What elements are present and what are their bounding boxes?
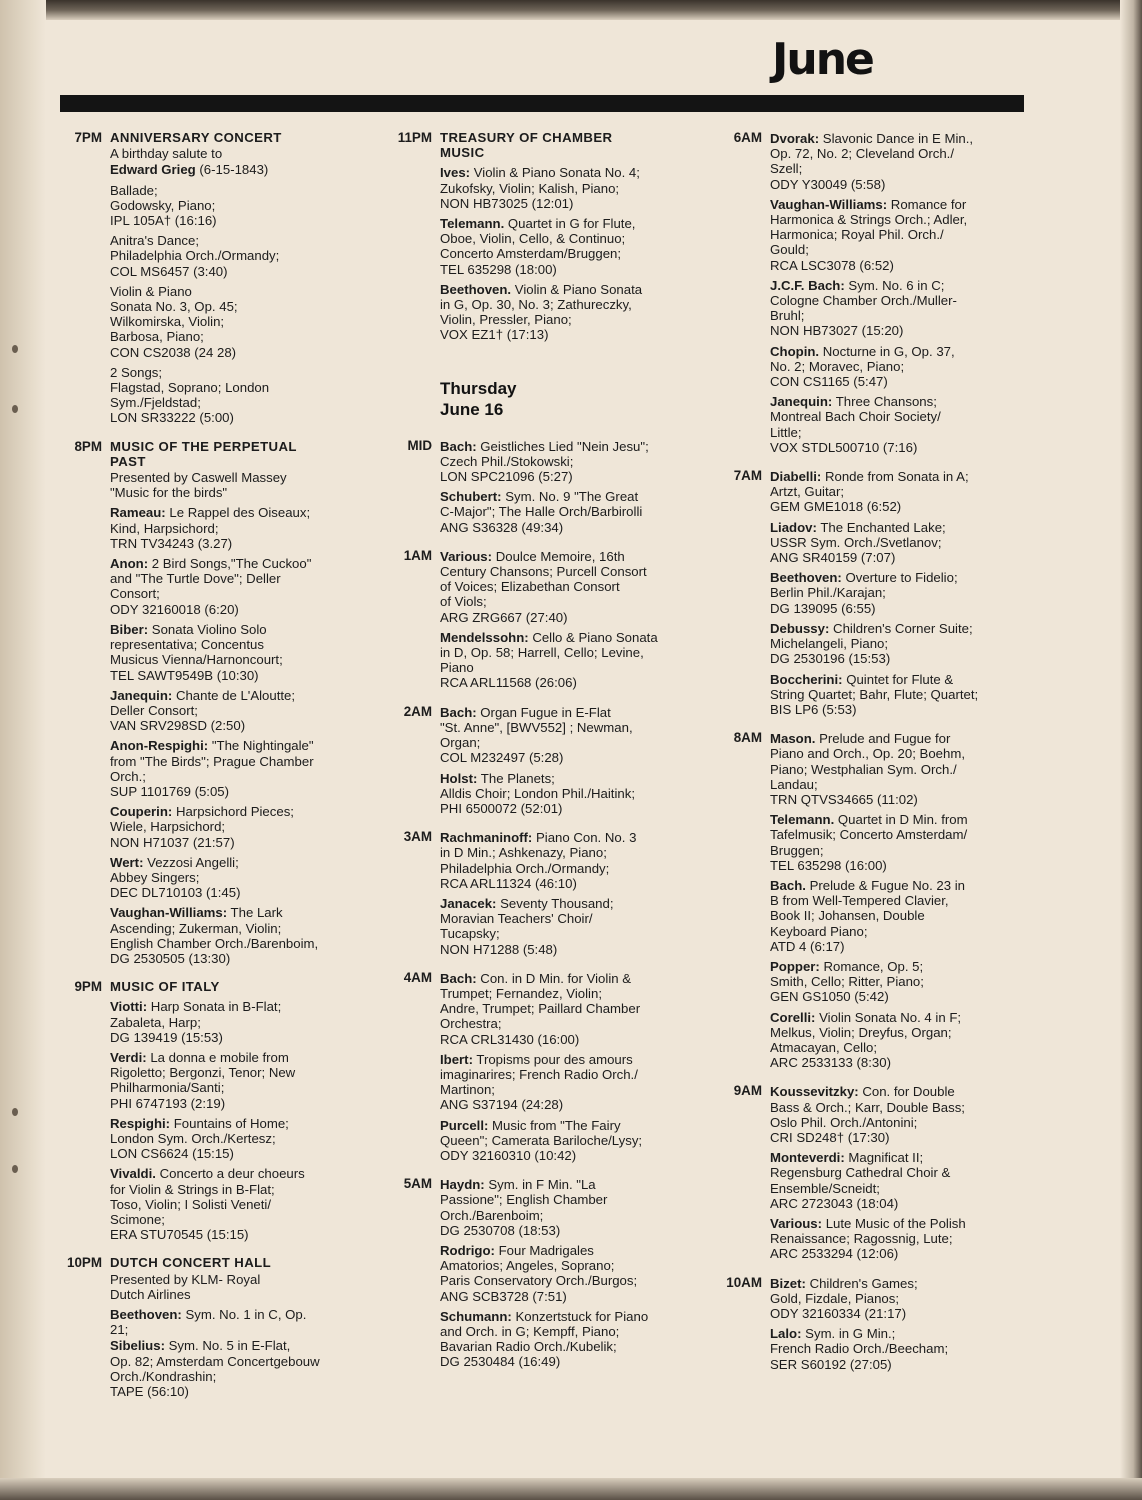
slot-body — [770, 464, 1020, 718]
composer-name: Bach: — [440, 970, 477, 986]
composer-name: Liadov: — [770, 519, 817, 535]
program-entry — [770, 672, 1020, 718]
entry-details: Violin & Piano Sonata in G, Op. 30, No. 3; Zathureczky, Violin, Pressler, Piano; VOX EZ1† (17:13) — [440, 281, 643, 343]
time-slot — [390, 825, 690, 958]
staple-mark — [12, 405, 18, 413]
listing-column-3 — [720, 126, 1020, 1381]
time-slot — [60, 1251, 360, 1400]
program-entry — [110, 999, 360, 1045]
composer-name: Rameau: — [110, 505, 166, 521]
entry-details: Violin Sonata No. 4 in F; Melkus, Violin; Dreyfus, Organ; Atmacayan, Cello; ARC 2533133 (8:30) — [770, 1009, 962, 1071]
program-entry — [770, 469, 1020, 515]
time-slot — [720, 1079, 1020, 1262]
composer-name: Ives: — [440, 165, 471, 181]
program-entry — [110, 146, 360, 161]
composer-name: Beethoven. — [440, 281, 512, 297]
program-entry — [440, 830, 690, 891]
program-entry — [440, 549, 690, 625]
staple-mark — [12, 1108, 18, 1116]
composer-name: Anon: — [110, 556, 149, 572]
program-entry — [440, 771, 690, 817]
entry-details: Lute Music of the Polish Renaissance; Ragossnig, Lute; ARC 2533294 (12:06) — [770, 1216, 966, 1262]
entry-details: The Lark Ascending; Zukerman, Violin; English Chamber Orch./Barenboim, DG 2530505 (13:30) — [110, 905, 319, 966]
entry-details: Quartet in D Min. from Tafelmusik; Concerto Amsterdam/ Bruggen; TEL 635298 (16:00) — [770, 812, 968, 873]
composer-name: Various: — [440, 548, 493, 564]
staple-mark — [12, 345, 18, 353]
program-entry — [440, 705, 690, 766]
entry-details: Sym. No. 6 in C; Cologne Chamber Orch./Muller- Bruhl; NON HB73027 (15:20) — [770, 277, 957, 339]
program-title: MUSIC OF ITALY — [110, 979, 220, 995]
entry-details: Sym. No. 1 in C, Op. 21; — [110, 1307, 307, 1338]
staple-mark — [12, 1165, 18, 1173]
entry-details: A birthday salute to — [110, 146, 223, 162]
entry-details: Sym. No. 5 in E-Flat, Op. 82; Amsterdam Concertgebouw Orch./Kondrashin; TAPE (56:10) — [110, 1338, 320, 1400]
composer-name: Viotti: — [110, 999, 148, 1015]
entry-details: Sonata Violino Solo representativa; Concentus Musicus Vienna/Harnoncourt; TEL SAWT9549B (10:30) — [110, 621, 283, 683]
slot-body — [770, 1079, 1020, 1262]
program-entry — [770, 959, 1020, 1005]
month-heading: June — [772, 34, 873, 85]
program-entry — [770, 570, 1020, 616]
program-entry — [770, 1216, 1020, 1262]
entry-details: (6-15-1843) — [195, 162, 269, 178]
binding-gutter — [0, 0, 46, 1500]
entry-details: Organ Fugue in E-Flat "St. Anne", [BWV552] ; Newman, Organ; COL M232497 (5:28) — [440, 704, 633, 766]
composer-name: Debussy: — [770, 620, 830, 636]
composer-name: Vaughan-Williams: — [110, 905, 228, 921]
slot-time: 9PM — [74, 979, 102, 995]
slot-body — [440, 126, 690, 344]
composer-name: Janacek: — [440, 895, 497, 911]
composer-name: Vivaldi. — [110, 1166, 156, 1182]
composer-name: Anon-Respighi: — [110, 738, 209, 754]
entry-details: Children's Games; Gold, Fizdale, Pianos; ODY 32160334 (21:17) — [770, 1275, 918, 1322]
header-rule — [60, 95, 1024, 112]
entry-details: Presented by Caswell Massey "Music for the birds" — [110, 470, 287, 501]
composer-name: Telemann. — [440, 216, 505, 232]
composer-name: Biber: — [110, 621, 149, 637]
page-top-edge — [0, 0, 1142, 20]
composer-name: Popper: — [770, 958, 820, 974]
entry-details: Ronde from Sonata in A; Artzt, Guitar; GEM GME1018 (6:52) — [770, 469, 969, 515]
entry-details: Quartet in G for Flute, Oboe, Violin, Cello, & Continuo; Concerto Amsterdam/Bruggen; TEL 635298 (18:00) — [440, 216, 636, 277]
entry-details: Seventy Thousand; Moravian Teachers' Choir/ Tucapsky; NON H71288 (5:48) — [440, 895, 614, 957]
composer-name: Bach: — [440, 438, 477, 454]
entry-details: Three Chansons; Montreal Bach Choir Society/ Little; VOX STDL500710 (7:16) — [770, 394, 941, 455]
composer-name: Diabelli: — [770, 469, 822, 485]
program-entry — [440, 1118, 690, 1164]
slot-body — [110, 435, 360, 968]
entry-details: Le Rappel des Oiseaux; Kind, Harpsichord; TRN TV34243 (3.27) — [110, 505, 311, 551]
entry-details: Con. in D Min. for Violin & Trumpet; Fernandez, Violin; Andre, Trumpet; Paillard Chamber Orchestra; RCA CRL31430 (16:00) — [440, 970, 641, 1047]
slot-time: 9AM — [733, 1083, 762, 1099]
composer-name: Beethoven: — [110, 1307, 182, 1323]
slot-time: 10PM — [67, 1255, 102, 1271]
program-entry — [770, 1010, 1020, 1071]
composer-name: Bach. — [770, 877, 806, 893]
entry-details: The Enchanted Lake; USSR Sym. Orch./Svetlanov; ANG SR40159 (7:07) — [770, 519, 946, 566]
entry-details: Sym. in G Min.; French Radio Orch./Beecham; SER S60192 (27:05) — [770, 1326, 949, 1372]
slot-body — [440, 966, 690, 1164]
composer-name: Boccherini: — [770, 671, 843, 687]
slot-body — [770, 726, 1020, 1071]
composer-name: Chopin. — [770, 343, 820, 359]
program-entry — [770, 621, 1020, 667]
slot-time: 7PM — [74, 130, 102, 145]
composer-name: J.C.F. Bach: — [770, 277, 845, 293]
program-entry — [770, 812, 1020, 873]
program-title: DUTCH CONCERT HALL — [110, 1255, 272, 1271]
program-entry — [770, 1084, 1020, 1145]
program-entry — [770, 394, 1020, 455]
entry-details: Sym. in F Min. "La Passione"; English Chamber Orch./Barenboim; DG 2530708 (18:53) — [440, 1177, 608, 1238]
program-title: MUSIC OF THE PERPETUAL PAST — [110, 438, 297, 469]
program-entry — [110, 183, 360, 229]
program-entry — [770, 344, 1020, 390]
entry-details: Romance, Op. 5; Smith, Cello; Ritter, Piano; GEN GS1050 (5:42) — [770, 958, 924, 1005]
program-entry — [110, 804, 360, 850]
time-slot — [390, 1172, 690, 1370]
program-title: ANNIVERSARY CONCERT — [110, 130, 282, 145]
slot-time: 3AM — [403, 829, 432, 845]
entry-details: Cello & Piano Sonata in D, Op. 58; Harrell, Cello; Levine, Piano RCA ARL11568 (26:06) — [440, 629, 658, 691]
slot-body — [440, 700, 690, 817]
program-entry — [110, 1166, 360, 1242]
composer-name: Mendelssohn: — [440, 629, 529, 645]
entry-details: Slavonic Dance in E Min., Op. 72, No. 2; Cleveland Orch./ Szell; ODY Y30049 (5:58) — [770, 131, 974, 192]
entry-details: Konzertstuck for Piano and Orch. in G; Kempff, Piano; Bavarian Radio Orch./Kubelik; DG 2530484 (16:49) — [440, 1308, 649, 1370]
entry-details: Chante de L'Aloutte; Deller Consort; VAN SRV298SD (2:50) — [110, 687, 296, 734]
slot-time: 1AM — [403, 547, 432, 563]
slot-time: 4AM — [403, 969, 432, 985]
slot-time: 5AM — [403, 1176, 432, 1192]
program-entry — [770, 1276, 1020, 1322]
program-entry — [110, 1272, 360, 1302]
program-entry — [110, 905, 360, 966]
entry-details: Violin & Piano Sonata No. 3, Op. 45; Wilkomirska, Violin; Barbosa, Piano; CON CS2038 (24 28) — [110, 283, 238, 360]
time-slot — [60, 975, 360, 1243]
program-entry — [440, 165, 690, 211]
composer-name: Various: — [770, 1216, 823, 1231]
program-entry — [440, 282, 690, 343]
slot-time: 11PM — [397, 130, 432, 145]
composer-name: Purcell: — [440, 1117, 489, 1133]
composer-name: Koussevitzky: — [770, 1084, 859, 1100]
composer-name: Beethoven: — [770, 570, 842, 586]
program-entry — [110, 365, 360, 426]
entry-details: The Planets; Alldis Choir; London Phil./Haitink; PHI 6500072 (52:01) — [440, 770, 635, 816]
program-entry — [770, 197, 1020, 273]
entry-details: Overture to Fidelio; Berlin Phil./Karajan; DG 139095 (6:55) — [770, 570, 958, 616]
program-entry — [110, 162, 360, 177]
slot-time: 7AM — [733, 468, 762, 484]
entry-details: Magnificat II; Regensburg Cathedral Choir & Ensemble/Scneidt; ARC 2723043 (18:04) — [770, 1150, 951, 1211]
entry-details: Romance for Harmonica & Strings Orch.; Adler, Harmonica; Royal Phil. Orch./ Gould; RCA LSC3078 (6:52) — [770, 196, 968, 273]
entry-details: Geistliches Lied "Nein Jesu"; Czech Phil./Stokowski; LON SPC21096 (5:27) — [440, 438, 649, 485]
program-entry — [110, 1307, 360, 1337]
entry-details: Anitra's Dance; Philadelphia Orch./Ormandy; COL MS6457 (3:40) — [110, 233, 280, 279]
program-entry — [110, 1116, 360, 1162]
program-entry — [110, 233, 360, 279]
slot-body — [440, 825, 690, 958]
program-entry — [770, 278, 1020, 339]
program-entry — [770, 878, 1020, 954]
entry-details: Prelude & Fugue No. 23 in B from Well-Tempered Clavier, Book II; Johansen, Double Keyboard Piano; ATD 4 (6:17) — [770, 877, 966, 954]
slot-time: 10AM — [726, 1274, 762, 1290]
entry-details: Vezzosi Angelli; Abbey Singers; DEC DL710103 (1:45) — [110, 854, 241, 901]
time-slot — [390, 544, 690, 692]
time-slot — [390, 434, 690, 536]
listing-column-2 — [390, 126, 690, 1379]
entry-details: Children's Corner Suite; Michelangeli, Piano; DG 2530196 (15:53) — [770, 620, 973, 667]
program-entry — [770, 1150, 1020, 1211]
entry-details: Piano Con. No. 3 in D Min.; Ashkenazy, Piano; Philadelphia Orch./Ormandy; RCA ARL11324 (46:10) — [440, 830, 637, 891]
time-slot — [60, 126, 360, 427]
composer-name: Edward Grieg — [110, 162, 196, 178]
slot-time: 2AM — [403, 703, 432, 719]
composer-name: Monteverdi: — [770, 1150, 845, 1166]
entry-details: Quintet for Flute & String Quartet; Bahr, Flute; Quartet; BIS LP6 (5:53) — [770, 671, 979, 717]
program-entry — [440, 1309, 690, 1370]
slot-body — [110, 1251, 360, 1400]
composer-name: Bizet: — [770, 1275, 806, 1291]
program-entry — [440, 1052, 690, 1113]
program-entry — [440, 489, 690, 535]
program-entry — [770, 131, 1020, 192]
program-entry — [110, 622, 360, 683]
slot-time: 6AM — [733, 130, 762, 145]
program-entry — [440, 1177, 690, 1238]
entry-details: Harpsichord Pieces; Wiele, Harpsichord; NON H71037 (21:57) — [110, 804, 294, 850]
entry-details: Violin & Piano Sonata No. 4; Zukofsky, Violin; Kalish, Piano; NON HB73025 (12:01) — [440, 165, 640, 211]
composer-name: Respighi: — [110, 1115, 171, 1131]
program-entry — [440, 630, 690, 691]
slot-time: MID — [407, 437, 432, 453]
composer-name: Verdi: — [110, 1049, 147, 1065]
slot-body — [770, 126, 1020, 456]
composer-name: Rachmaninoff: — [440, 830, 533, 846]
composer-name: Bach: — [440, 704, 477, 720]
slot-body — [770, 1271, 1020, 1373]
entry-details: 2 Songs; Flagstad, Soprano; London Sym./Fjeldstad; LON SR33222 (5:00) — [110, 364, 270, 426]
time-slot — [60, 435, 360, 968]
entry-details: Harp Sonata in B-Flat; Zabaleta, Harp; DG 139419 (15:53) — [110, 999, 282, 1045]
entry-details: Concerto a deur choeurs for Violin & Strings in B-Flat; Toso, Violin; I Solisti Veneti/ Scimone; ERA STU70545 (15:15) — [110, 1166, 305, 1243]
slot-body — [440, 434, 690, 536]
time-slot — [390, 700, 690, 817]
entry-details: Fountains of Home; London Sym. Orch./Kertesz; LON CS6624 (15:15) — [110, 1115, 289, 1162]
entry-details: Prelude and Fugue for Piano and Orch., Op. 20; Boehm, Piano; Westphalian Sym. Orch./ Landau; TRN QTVS34665 (11:02) — [770, 731, 965, 807]
page-right-edge — [1120, 0, 1142, 1500]
program-entry — [110, 1338, 360, 1399]
time-slot — [720, 726, 1020, 1071]
slot-body — [110, 126, 360, 427]
listing-column-1 — [60, 126, 360, 1408]
program-entry — [440, 971, 690, 1047]
time-slot — [720, 464, 1020, 718]
page-bottom-edge — [0, 1478, 1142, 1500]
composer-name: Vaughan-Williams: — [770, 196, 888, 212]
entry-details: Tropisms pour des amours imaginarires; French Radio Orch./ Martinon; ANG S37194 (24:28) — [440, 1051, 638, 1113]
program-entry — [110, 1050, 360, 1111]
composer-name: Schumann: — [440, 1308, 512, 1324]
program-entry — [770, 731, 1020, 807]
composer-name: Corelli: — [770, 1009, 816, 1025]
program-entry — [110, 855, 360, 901]
composer-name: Mason. — [770, 731, 816, 747]
composer-name: Janequin: — [110, 687, 173, 703]
program-entry — [440, 216, 690, 277]
entry-details: 2 Bird Songs,"The Cuckoo" and "The Turtle Dove"; Deller Consort; ODY 32160018 (6:20) — [110, 556, 312, 617]
entry-details: Four Madrigales Amatorios; Angeles, Soprano; Paris Conservatory Orch./Burgos; ANG SCB3728 (7:51) — [440, 1242, 638, 1304]
slot-body — [440, 544, 690, 692]
time-slot — [720, 1271, 1020, 1373]
composer-name: Dvorak: — [770, 131, 820, 146]
composer-name: Sibelius: — [110, 1338, 165, 1354]
composer-name: Janequin: — [770, 394, 833, 410]
program-entry — [440, 896, 690, 957]
time-slot — [390, 966, 690, 1164]
program-entry — [110, 688, 360, 734]
program-entry — [770, 1326, 1020, 1372]
composer-name: Schubert: — [440, 489, 502, 505]
slot-time: 8PM — [74, 438, 102, 454]
composer-name: Lalo: — [770, 1326, 802, 1342]
entry-details: Ballade; Godowsky, Piano; IPL 105A† (16:16) — [110, 182, 217, 229]
program-title: TREASURY OF CHAMBER MUSIC — [440, 130, 613, 161]
composer-name: Haydn: — [440, 1177, 485, 1193]
time-slot — [390, 126, 690, 344]
program-entry — [440, 439, 690, 485]
time-slot — [720, 126, 1020, 456]
composer-name: Ibert: — [440, 1051, 473, 1067]
program-entry — [770, 520, 1020, 566]
composer-name: Wert: — [110, 854, 144, 870]
program-entry — [110, 470, 360, 500]
composer-name: Rodrigo: — [440, 1242, 495, 1258]
entry-details: Con. for Double Bass & Orch.; Karr, Double Bass; Oslo Phil. Orch./Antonini; CRI SD248† (17:30) — [770, 1084, 965, 1145]
entry-details: La donna e mobile from Rigoletto; Bergonzi, Tenor; New Philharmonia/Santi; PHI 6747193 (2:19) — [110, 1049, 296, 1111]
program-entry — [110, 556, 360, 617]
composer-name: Telemann. — [770, 812, 835, 828]
program-entry — [110, 284, 360, 360]
entry-details: "The Nightingale" from "The Birds"; Prague Chamber Orch.; SUP 1101769 (5:05) — [110, 738, 314, 799]
entry-details: Doulce Memoire, 16th Century Chansons; Purcell Consort of Voices; Elizabethan Consort of Viols; ARG ZRG667 (27:40) — [440, 548, 647, 625]
program-entry — [440, 1243, 690, 1304]
entry-details: Music from "The Fairy Queen"; Camerata Bariloche/Lysy; ODY 32160310 (10:42) — [440, 1117, 643, 1163]
entry-details: Nocturne in G, Op. 37, No. 2; Moravec, Piano; CON CS1165 (5:47) — [770, 343, 955, 390]
composer-name: Holst: — [440, 770, 478, 786]
day-heading: Thursday June 16 — [440, 378, 517, 419]
entry-details: Sym. No. 9 "The Great C-Major"; The Halle Orch/Barbirolli ANG S36328 (49:34) — [440, 489, 643, 535]
program-entry — [110, 738, 360, 799]
slot-time: 8AM — [733, 730, 762, 746]
slot-body — [440, 1172, 690, 1370]
composer-name: Couperin: — [110, 804, 173, 820]
entry-details: Presented by KLM- Royal Dutch Airlines — [110, 1271, 261, 1302]
slot-body — [110, 975, 360, 1243]
program-entry — [110, 505, 360, 551]
